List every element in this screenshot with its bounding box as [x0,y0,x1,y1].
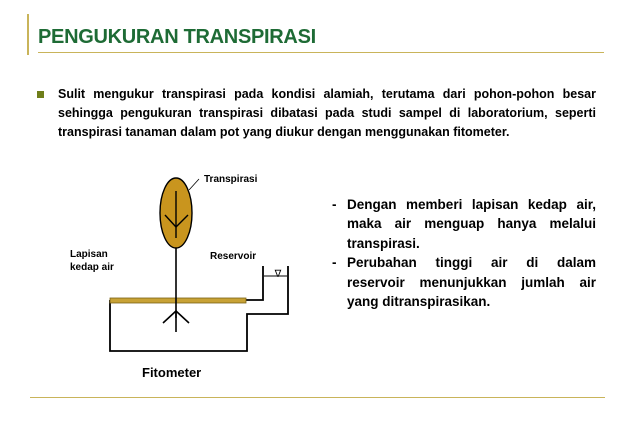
note-item-1 [332,195,596,253]
transpirasi-pointer [189,179,199,190]
note-dash: - [332,255,337,271]
bullet-square-icon [37,91,44,98]
container-outline [110,266,288,351]
title-accent-bar [27,14,29,55]
note-dash: - [332,197,337,212]
label-lapisan-line2: kedap air [70,262,114,273]
label-lapisan [70,248,114,274]
water-level-symbol: ∇ [274,269,282,280]
note-text: Perubahan tinggi air di dalam reservoir menunjukkan jumlah air yang ditranspirasikan. [347,255,596,310]
notes-list [332,195,596,311]
reservoir-inner-wall [245,266,263,300]
slide-title: PENGUKURAN TRANSPIRASI [38,26,316,48]
label-reservoir: Reservoir [210,251,257,262]
note-item-2 [332,253,596,311]
waterproof-layer [110,298,246,303]
footer-rule [30,397,605,398]
diagram-caption: Fitometer [142,365,202,380]
title-underline [38,52,604,53]
label-lapisan-line1: Lapisan [70,249,108,260]
note-text: Dengan memberi lapisan kedap air, maka air menguap hanya melalui transpirasi. [347,197,596,251]
bullet-paragraph: Sulit mengukur transpirasi pada kondisi alamiah, terutama dari pohon-pohon besar sehingga pengukuran transpirasi dibatasi pada studi sampel di laboratorium, seperti transpirasi tanaman dalam pot yang diukur dengan menggunakan fitometer. [58,87,596,139]
label-transpirasi: Transpirasi [204,174,258,185]
